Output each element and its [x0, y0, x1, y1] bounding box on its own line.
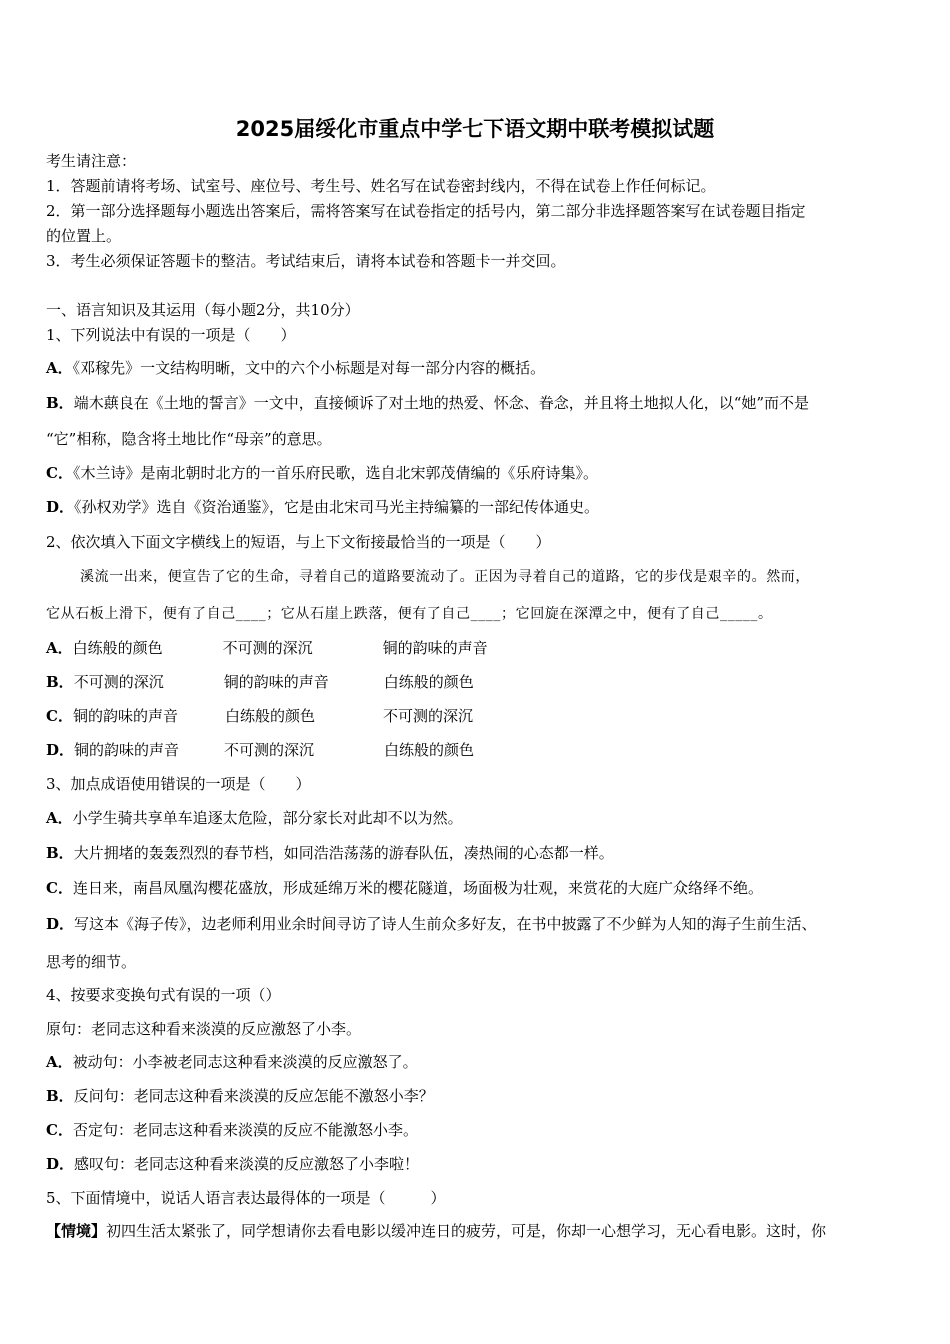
- option-text: 否定句：老同志这种看来淡漠的反应不能激怒小李。: [72, 1121, 418, 1139]
- option-text: 小学生骑共享单车追逐太危险，部分家长对此却不以为然。: [72, 809, 463, 827]
- option-label: B．: [46, 1087, 74, 1105]
- option-phrase: 不可测的深沉: [73, 673, 164, 691]
- option-text: 被动句：小李被老同志这种看来淡漠的反应激怒了。: [72, 1053, 418, 1071]
- option-phrase: 铜的韵味的声音: [74, 741, 180, 759]
- q4-option-d: [46, 1154, 419, 1174]
- q3-option-d: [46, 914, 817, 934]
- notice-item: 2．第一部分选择题每小题选出答案后，需将答案写在试卷指定的括号内，第二部分非选择题答案写在试卷题目指定: [46, 202, 806, 220]
- option-label: A．: [46, 639, 73, 657]
- option-phrase: 白练般的颜色: [383, 673, 474, 691]
- notice-heading: 考生请注意：: [46, 152, 137, 170]
- option-text: 《邓稼先》一文结构明晰，文中的六个小标题是对每一部分内容的概括。: [72, 359, 546, 377]
- q4-original: 原句：老同志这种看来淡漠的反应激怒了小李。: [46, 1020, 362, 1038]
- option-phrase: 铜的韵味的声音: [72, 707, 178, 725]
- option-label: C．: [46, 1121, 73, 1139]
- context-tag: 【情境】: [46, 1222, 107, 1240]
- option-text: 《孙权劝学》选自《资治通鉴》，它是由北宋司马光主持编纂的一部纪传体通史。: [74, 498, 600, 516]
- option-label: A．: [46, 359, 73, 377]
- section-heading: 一、语言知识及其运用（每小题2分，共10分）: [46, 301, 360, 319]
- q2-passage-line: 它从石板上滑下，便有了自己____；它从石崖上跌落，便有了自己____；它回旋在深潭之中，便有了自己_____。: [46, 606, 773, 622]
- q3-option-c: [46, 878, 763, 898]
- option-label: C．: [46, 464, 73, 482]
- q4-option-a: [46, 1052, 418, 1072]
- option-phrase: 白练般的颜色: [384, 741, 475, 759]
- q2-option-d: [46, 740, 474, 760]
- q1-option-a: [46, 358, 545, 378]
- option-label: D．: [46, 498, 75, 516]
- option-phrase: 不可测的深沉: [224, 741, 315, 759]
- q2-option-c: [46, 706, 473, 726]
- q3-option-d-cont: 思考的细节。: [46, 953, 137, 971]
- q2-option-b: [46, 672, 474, 692]
- question-1-stem: 1、下列说法中有误的一项是（ ）: [46, 326, 296, 344]
- option-label: B．: [46, 673, 74, 691]
- q2-passage-line: 溪流一出来，便宣告了它的生命，寻着自己的道路要流动了。正因为寻着自己的道路，它的步伐是艰辛的。然而，: [80, 569, 810, 585]
- question-2-stem: 2、依次填入下面文字横线上的短语，与上下文衔接最恰当的一项是（ ）: [46, 533, 551, 551]
- option-label: B．: [46, 844, 74, 862]
- context-text: 初四生活太紧张了，同学想请你去看电影以缓冲连日的疲劳，可是，你却一心想学习，无心看电影。这时，你: [106, 1222, 827, 1240]
- option-label: B．: [46, 394, 74, 412]
- q2-option-a: [46, 638, 488, 658]
- option-label: D．: [46, 741, 75, 759]
- q3-option-b: [46, 843, 614, 863]
- option-text: 连日来，南昌凤凰沟樱花盛放，形成延绵万米的樱花隧道，场面极为壮观，来赏花的大庭广众络绎不绝。: [72, 879, 763, 897]
- option-label: A．: [46, 1053, 73, 1071]
- q1-option-d: [46, 497, 599, 517]
- option-text: 感叹句：老同志这种看来淡漠的反应激怒了小李啦！: [74, 1155, 420, 1173]
- q5-context: [46, 1221, 826, 1241]
- option-phrase: 白练般的颜色: [224, 707, 315, 725]
- option-label: D．: [46, 1155, 75, 1173]
- question-3-stem: 3、加点成语使用错误的一项是（ ）: [46, 775, 311, 793]
- q4-option-b: [46, 1086, 434, 1106]
- question-4-stem: 4、按要求变换句式有误的一项（）: [46, 986, 281, 1004]
- option-text: 端木蕻良在《土地的誓言》一文中，直接倾诉了对土地的热爱、怀念、眷念，并且将土地拟人化，以“她”而不是: [73, 394, 810, 412]
- notice-item: 1．答题前请将考场、试室号、座位号、考生号、姓名写在试卷密封线内，不得在试卷上作任何标记。: [46, 177, 716, 195]
- page-title: 2025届绥化市重点中学七下语文期中联考模拟试题: [235, 117, 715, 141]
- option-label: C．: [46, 707, 73, 725]
- option-phrase: 铜的韵味的声音: [382, 639, 488, 657]
- option-text: 写这本《海子传》，边老师利用业余时间寻访了诗人生前众多好友，在书中披露了不少鲜为人知的海子生前生活、: [74, 915, 817, 933]
- option-phrase: 不可测的深沉: [382, 707, 473, 725]
- question-5-stem: 5、下面情境中，说话人语言表达最得体的一项是（ ）: [46, 1189, 446, 1207]
- option-text: 大片拥堵的轰轰烈烈的春节档，如同浩浩荡荡的游春队伍，凑热闹的心态都一样。: [73, 844, 614, 862]
- option-label: D．: [46, 915, 75, 933]
- option-text: 反问句：老同志这种看来淡漠的反应怎能不激怒小李？: [73, 1087, 434, 1105]
- option-phrase: 不可测的深沉: [222, 639, 313, 657]
- option-phrase: 白练般的颜色: [72, 639, 163, 657]
- notice-item: 3．考生必须保证答题卡的整洁。考试结束后，请将本试卷和答题卡一并交回。: [46, 252, 566, 270]
- option-label: A．: [46, 809, 73, 827]
- option-phrase: 铜的韵味的声音: [223, 673, 329, 691]
- q4-option-c: [46, 1120, 418, 1140]
- q1-option-b-cont: “它”相称，隐含将土地比作“母亲”的意思。: [46, 430, 332, 448]
- notice-item: 的位置上。: [46, 227, 122, 245]
- q3-option-a: [46, 808, 463, 828]
- q1-option-c: [46, 463, 598, 483]
- q1-option-b: [46, 393, 809, 413]
- option-text: 《木兰诗》是南北朝时北方的一首乐府民歌，选自北宋郭茂倩编的《乐府诗集》。: [72, 464, 598, 482]
- option-label: C．: [46, 879, 73, 897]
